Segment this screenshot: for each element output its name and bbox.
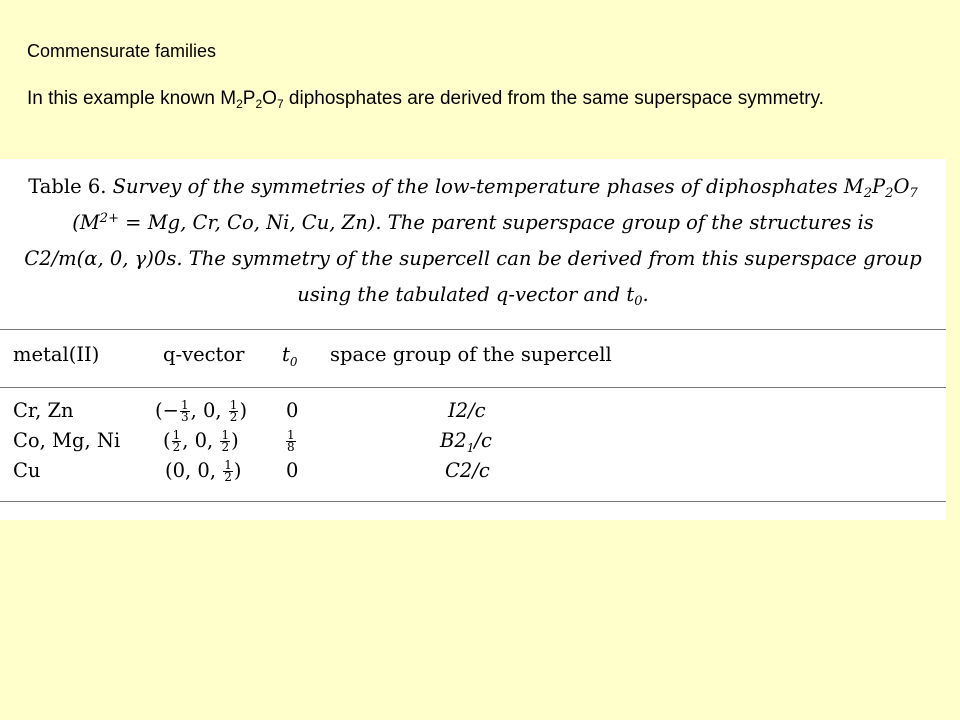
table-header-rule bbox=[0, 387, 946, 388]
row-1-qvector: (− $\frac{1}{3}$ , 0, $\frac{1}{2}$ ) bbox=[155, 398, 248, 424]
row-1-spacegroup: I2/c bbox=[448, 399, 486, 422]
header-metal: metal(II) bbox=[13, 343, 100, 366]
table-top-rule bbox=[0, 329, 946, 330]
header-t0: $t_0$ bbox=[282, 343, 298, 369]
slide-intro-text: In this example known $M_2P_2O_7$ diphosphates are derived from the same superspace symmetry. bbox=[27, 88, 824, 111]
row-1-metal: Cr, Zn bbox=[13, 399, 74, 422]
caption-line-3: C2/m(α, 0, γ)0s. The symmetry of the supercell can be derived from this superspace group bbox=[24, 247, 922, 270]
row-2-t0: $\frac{1}{8}$ bbox=[287, 428, 295, 454]
header-spacegroup: space group of the supercell bbox=[330, 343, 612, 366]
row-3-spacegroup: C2/c bbox=[445, 459, 490, 482]
table-caption bbox=[0, 169, 946, 313]
table-bottom-rule bbox=[0, 501, 946, 502]
row-1-t0: 0 bbox=[286, 399, 299, 422]
row-3-t0: 0 bbox=[286, 459, 299, 482]
row-2-metal: Co, Mg, Ni bbox=[13, 429, 121, 452]
header-qvector: q-vector bbox=[163, 343, 245, 366]
caption-line-2: ($M^{2+} = Mg$, Cr, Co, Ni, Cu, Zn). The parent superspace group of the structures is bbox=[72, 211, 874, 234]
row-2-spacegroup: $B2_1/c$ bbox=[440, 429, 492, 455]
row-3-metal: Cu bbox=[13, 459, 41, 482]
row-2-qvector: ( $\frac{1}{2}$ , 0, $\frac{1}{2}$ ) bbox=[163, 428, 239, 454]
table-image-panel bbox=[0, 159, 946, 520]
caption-line-4: using the tabulated q-vector and $t_0$. bbox=[297, 283, 649, 309]
row-3-qvector: (0, 0, $\frac{1}{2}$ ) bbox=[165, 458, 242, 484]
slide-heading: Commensurate families bbox=[27, 41, 217, 61]
caption-line-1: Table 6. Survey of the symmetries of the low-temperature phases of diphosphates $M_2P_2O_7$ bbox=[28, 175, 918, 201]
